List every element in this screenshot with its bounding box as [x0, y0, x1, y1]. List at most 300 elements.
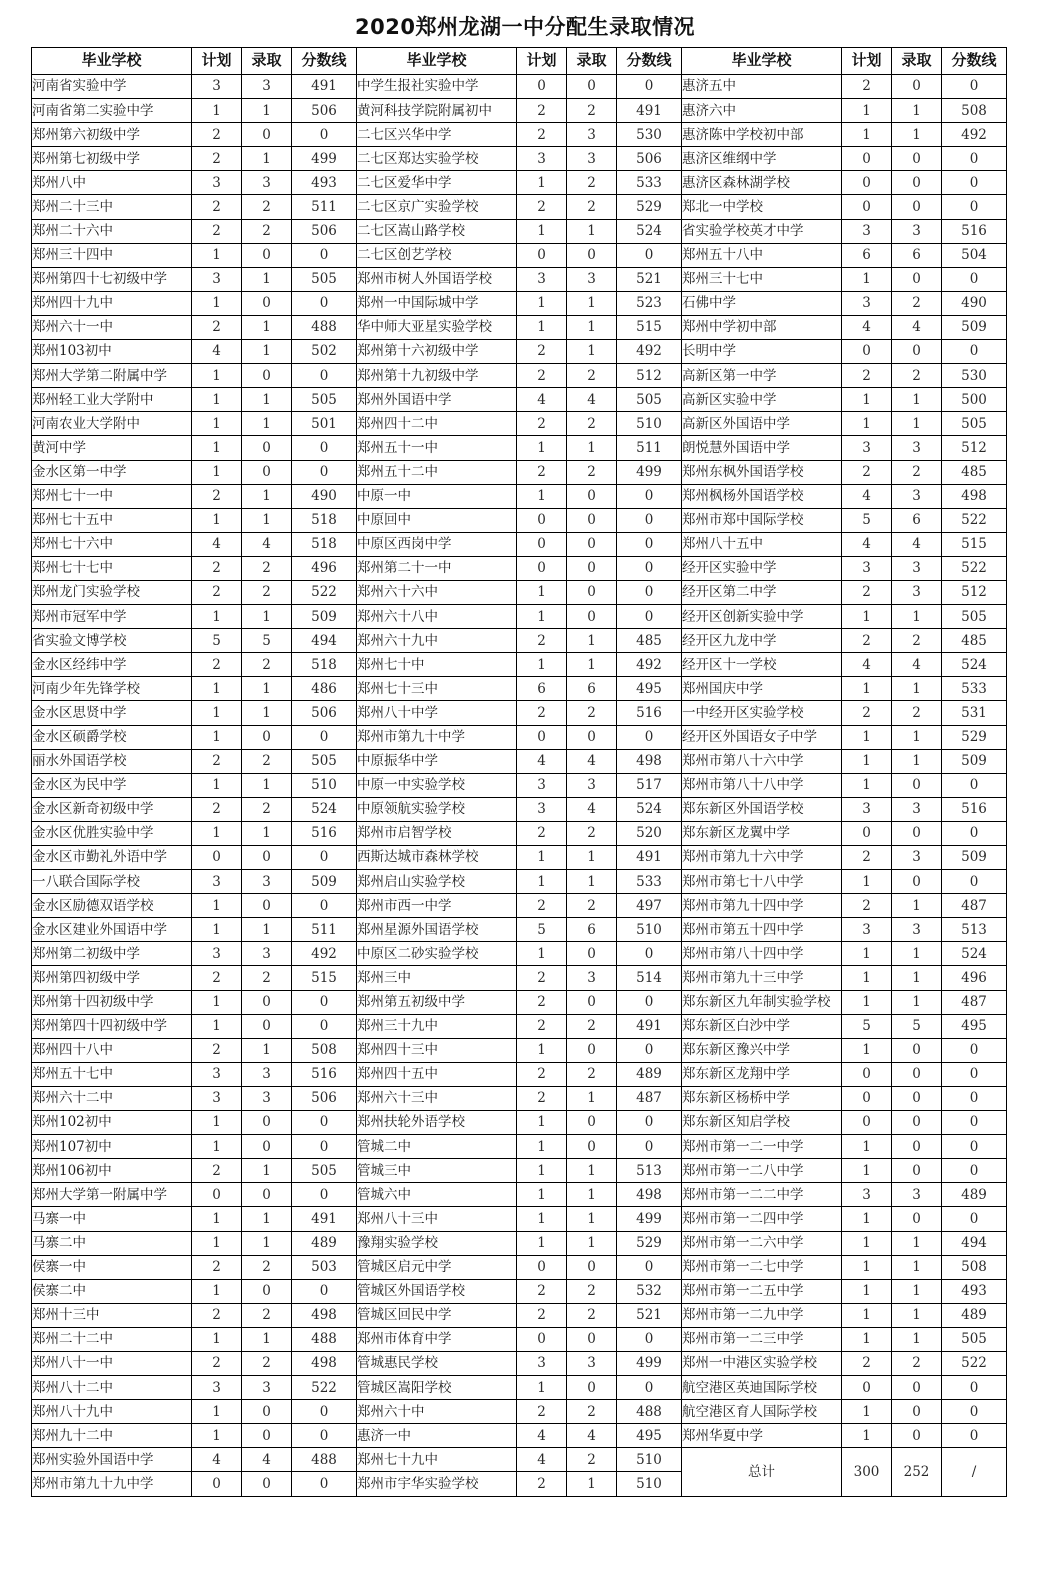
- header-plan-1: 计划: [192, 48, 242, 75]
- table-row: [32, 1255, 1007, 1279]
- plan-cell: 2: [517, 1400, 567, 1424]
- admit-cell: 2: [242, 219, 292, 243]
- school-cell: 郑州六十九中: [357, 629, 517, 653]
- school-cell: 一八联合国际学校: [32, 870, 192, 894]
- plan-cell: 1: [842, 1303, 892, 1327]
- header-cutoff-2: 分数线: [617, 48, 682, 75]
- school-cell: 郑州八十五中: [682, 532, 842, 556]
- school-cell: 郑州东枫外国语学校: [682, 460, 842, 484]
- school-cell: 二七区爱华中学: [357, 171, 517, 195]
- total-cutoff-cell: /: [942, 1448, 1007, 1496]
- cutoff-cell: 505: [292, 1159, 357, 1183]
- school-cell: 郑州轻工业大学附中: [32, 388, 192, 412]
- table-row: [32, 315, 1007, 339]
- admit-cell: 2: [242, 797, 292, 821]
- school-cell: 郑东新区龙翼中学: [682, 821, 842, 845]
- school-cell: 郑州大学第一附属中学: [32, 1183, 192, 1207]
- cutoff-cell: 505: [942, 412, 1007, 436]
- table-row: [32, 123, 1007, 147]
- table-row: [32, 1111, 1007, 1135]
- table-row: [32, 580, 1007, 604]
- admit-cell: 0: [892, 1135, 942, 1159]
- plan-cell: 0: [842, 1086, 892, 1110]
- school-cell: 郑州第五初级中学: [357, 990, 517, 1014]
- admit-cell: 0: [892, 1159, 942, 1183]
- plan-cell: 2: [192, 749, 242, 773]
- school-cell: 一中经开区实验学校: [682, 701, 842, 725]
- plan-cell: 2: [517, 1279, 567, 1303]
- plan-cell: 2: [842, 75, 892, 99]
- cutoff-cell: 0: [942, 1159, 1007, 1183]
- admit-cell: 1: [242, 147, 292, 171]
- plan-cell: 1: [842, 1424, 892, 1448]
- plan-cell: 3: [842, 1183, 892, 1207]
- plan-cell: 2: [842, 846, 892, 870]
- school-cell: 郑州市第九十三中学: [682, 966, 842, 990]
- plan-cell: 4: [842, 315, 892, 339]
- admit-cell: 1: [242, 1207, 292, 1231]
- table-row: [32, 75, 1007, 99]
- plan-cell: 1: [842, 267, 892, 291]
- admit-cell: 0: [242, 123, 292, 147]
- school-cell: 郑州一中国际城中学: [357, 291, 517, 315]
- cutoff-cell: 491: [617, 1014, 682, 1038]
- school-cell: 郑州六十中: [357, 1400, 517, 1424]
- admit-cell: 4: [892, 315, 942, 339]
- plan-cell: 3: [842, 918, 892, 942]
- cutoff-cell: 498: [292, 1303, 357, 1327]
- admit-cell: 3: [892, 918, 942, 942]
- admit-cell: 2: [567, 1014, 617, 1038]
- admit-cell: 3: [567, 966, 617, 990]
- admit-cell: 5: [892, 1014, 942, 1038]
- plan-cell: 2: [517, 1062, 567, 1086]
- school-cell: 郑州七十五中: [32, 508, 192, 532]
- header-school-3: 毕业学校: [682, 48, 842, 75]
- admit-cell: 0: [892, 1207, 942, 1231]
- school-cell: 中原振华中学: [357, 749, 517, 773]
- school-cell: 郑州星源外国语学校: [357, 918, 517, 942]
- plan-cell: 2: [517, 99, 567, 123]
- admit-cell: 2: [892, 291, 942, 315]
- admit-cell: 2: [567, 412, 617, 436]
- admission-table: [31, 47, 1007, 1497]
- table-row: [32, 846, 1007, 870]
- cutoff-cell: 524: [617, 219, 682, 243]
- admit-cell: 3: [242, 1376, 292, 1400]
- cutoff-cell: 494: [942, 1231, 1007, 1255]
- cutoff-cell: 0: [617, 1376, 682, 1400]
- cutoff-cell: 0: [292, 1400, 357, 1424]
- cutoff-cell: 508: [942, 99, 1007, 123]
- plan-cell: 1: [842, 1327, 892, 1351]
- school-cell: 中原区西岗中学: [357, 532, 517, 556]
- school-cell: 郑州扶轮外语学校: [357, 1111, 517, 1135]
- school-cell: 郑州八十一中: [32, 1351, 192, 1375]
- plan-cell: 1: [842, 1255, 892, 1279]
- cutoff-cell: 488: [292, 315, 357, 339]
- cutoff-cell: 490: [292, 484, 357, 508]
- admit-cell: 0: [242, 990, 292, 1014]
- school-cell: 省实验文博学校: [32, 629, 192, 653]
- school-cell: 郑州华夏中学: [682, 1424, 842, 1448]
- plan-cell: 2: [517, 364, 567, 388]
- cutoff-cell: 524: [942, 653, 1007, 677]
- school-cell: 中原一中实验学校: [357, 773, 517, 797]
- cutoff-cell: 0: [617, 580, 682, 604]
- admit-cell: 2: [892, 1351, 942, 1375]
- cutoff-cell: 492: [292, 942, 357, 966]
- admit-cell: 1: [892, 1279, 942, 1303]
- cutoff-cell: 513: [617, 1159, 682, 1183]
- plan-cell: 3: [517, 797, 567, 821]
- cutoff-cell: 524: [292, 797, 357, 821]
- plan-cell: 1: [842, 412, 892, 436]
- plan-cell: 1: [517, 1183, 567, 1207]
- school-cell: 郑州市第七十八中学: [682, 870, 842, 894]
- plan-cell: 3: [517, 147, 567, 171]
- school-cell: 丽水外国语学校: [32, 749, 192, 773]
- admit-cell: 3: [892, 1183, 942, 1207]
- plan-cell: 1: [842, 1207, 892, 1231]
- plan-cell: 1: [192, 990, 242, 1014]
- cutoff-cell: 518: [292, 653, 357, 677]
- cutoff-cell: 516: [942, 219, 1007, 243]
- admit-cell: 0: [567, 508, 617, 532]
- plan-cell: 1: [517, 1038, 567, 1062]
- admit-cell: 0: [242, 894, 292, 918]
- plan-cell: 1: [842, 870, 892, 894]
- cutoff-cell: 0: [617, 1135, 682, 1159]
- school-cell: 郑州107初中: [32, 1135, 192, 1159]
- table-row: [32, 1159, 1007, 1183]
- school-cell: 郑州四十三中: [357, 1038, 517, 1062]
- cutoff-cell: 506: [292, 219, 357, 243]
- school-cell: 经开区九龙中学: [682, 629, 842, 653]
- plan-cell: 2: [517, 990, 567, 1014]
- plan-cell: 2: [842, 1351, 892, 1375]
- table-row: [32, 243, 1007, 267]
- school-cell: 郑州启山实验学校: [357, 870, 517, 894]
- admit-cell: 1: [242, 267, 292, 291]
- cutoff-cell: 530: [942, 364, 1007, 388]
- admit-cell: 1: [892, 99, 942, 123]
- plan-cell: 1: [192, 1207, 242, 1231]
- cutoff-cell: 532: [617, 1279, 682, 1303]
- plan-cell: 1: [842, 605, 892, 629]
- admit-cell: 5: [242, 629, 292, 653]
- plan-cell: 4: [517, 749, 567, 773]
- admit-cell: 1: [892, 388, 942, 412]
- school-cell: 郑州六十八中: [357, 605, 517, 629]
- school-cell: 郑州六十二中: [32, 1086, 192, 1110]
- plan-cell: 0: [192, 1472, 242, 1496]
- school-cell: 郑州七十六中: [32, 532, 192, 556]
- header-plan-2: 计划: [517, 48, 567, 75]
- school-cell: 郑州市第一二五中学: [682, 1279, 842, 1303]
- cutoff-cell: 509: [292, 870, 357, 894]
- cutoff-cell: 499: [617, 1207, 682, 1231]
- cutoff-cell: 502: [292, 340, 357, 364]
- plan-cell: 1: [192, 1014, 242, 1038]
- admit-cell: 1: [242, 340, 292, 364]
- cutoff-cell: 496: [292, 556, 357, 580]
- cutoff-cell: 509: [942, 846, 1007, 870]
- school-cell: 郑州市第九十九中学: [32, 1472, 192, 1496]
- school-cell: 郑州三十四中: [32, 243, 192, 267]
- plan-cell: 1: [517, 653, 567, 677]
- school-cell: 郑州七十七中: [32, 556, 192, 580]
- school-cell: 河南省实验中学: [32, 75, 192, 99]
- admit-cell: 0: [242, 460, 292, 484]
- school-cell: 中原回中: [357, 508, 517, 532]
- admit-cell: 1: [892, 990, 942, 1014]
- admit-cell: 2: [892, 629, 942, 653]
- cutoff-cell: 487: [942, 894, 1007, 918]
- plan-cell: 2: [517, 1086, 567, 1110]
- school-cell: 郑东新区杨桥中学: [682, 1086, 842, 1110]
- plan-cell: 1: [517, 484, 567, 508]
- cutoff-cell: 522: [942, 1351, 1007, 1375]
- admit-cell: 3: [567, 1351, 617, 1375]
- admit-cell: 0: [892, 1062, 942, 1086]
- admit-cell: 1: [892, 725, 942, 749]
- plan-cell: 2: [517, 460, 567, 484]
- plan-cell: 3: [842, 291, 892, 315]
- school-cell: 郑州六十六中: [357, 580, 517, 604]
- cutoff-cell: 513: [942, 918, 1007, 942]
- admit-cell: 3: [892, 556, 942, 580]
- plan-cell: 0: [842, 340, 892, 364]
- admit-cell: 0: [892, 1111, 942, 1135]
- school-cell: 郑州市冠军中学: [32, 605, 192, 629]
- cutoff-cell: 489: [292, 1231, 357, 1255]
- plan-cell: 1: [842, 749, 892, 773]
- cutoff-cell: 0: [617, 1327, 682, 1351]
- cutoff-cell: 505: [292, 388, 357, 412]
- cutoff-cell: 510: [617, 918, 682, 942]
- plan-cell: 2: [192, 123, 242, 147]
- admit-cell: 1: [567, 436, 617, 460]
- plan-cell: 1: [842, 99, 892, 123]
- cutoff-cell: 508: [292, 1038, 357, 1062]
- table-row: [32, 460, 1007, 484]
- admit-cell: 0: [892, 1400, 942, 1424]
- admit-cell: 1: [242, 508, 292, 532]
- cutoff-cell: 521: [617, 1303, 682, 1327]
- plan-cell: 2: [842, 701, 892, 725]
- cutoff-cell: 0: [942, 1086, 1007, 1110]
- school-cell: 郑州市第一二八中学: [682, 1159, 842, 1183]
- admit-cell: 3: [242, 75, 292, 99]
- table-row: [32, 797, 1007, 821]
- admit-cell: 1: [242, 99, 292, 123]
- cutoff-cell: 531: [942, 701, 1007, 725]
- admit-cell: 1: [892, 966, 942, 990]
- table-row: [32, 990, 1007, 1014]
- cutoff-cell: 0: [942, 1207, 1007, 1231]
- admit-cell: 3: [892, 484, 942, 508]
- school-cell: 石佛中学: [682, 291, 842, 315]
- admit-cell: 0: [892, 1086, 942, 1110]
- cutoff-cell: 485: [942, 460, 1007, 484]
- plan-cell: 2: [842, 460, 892, 484]
- cutoff-cell: 506: [617, 147, 682, 171]
- plan-cell: 1: [842, 1279, 892, 1303]
- admit-cell: 1: [892, 894, 942, 918]
- cutoff-cell: 0: [617, 1111, 682, 1135]
- plan-cell: 1: [842, 1159, 892, 1183]
- table-row: [32, 364, 1007, 388]
- school-cell: 郑州四十八中: [32, 1038, 192, 1062]
- plan-cell: 0: [842, 171, 892, 195]
- school-cell: 惠济五中: [682, 75, 842, 99]
- plan-cell: 1: [192, 1424, 242, 1448]
- cutoff-cell: 512: [942, 436, 1007, 460]
- cutoff-cell: 506: [292, 701, 357, 725]
- school-cell: 管城区嵩阳学校: [357, 1376, 517, 1400]
- admit-cell: 3: [892, 797, 942, 821]
- table-row: [32, 388, 1007, 412]
- school-cell: 管城六中: [357, 1183, 517, 1207]
- plan-cell: 2: [192, 195, 242, 219]
- cutoff-cell: 508: [942, 1255, 1007, 1279]
- admit-cell: 0: [892, 195, 942, 219]
- plan-cell: 3: [842, 797, 892, 821]
- admit-cell: 0: [892, 773, 942, 797]
- admit-cell: 0: [892, 1038, 942, 1062]
- plan-cell: 1: [842, 388, 892, 412]
- admit-cell: 1: [892, 1231, 942, 1255]
- admit-cell: 1: [567, 1183, 617, 1207]
- school-cell: 郑州七十中: [357, 653, 517, 677]
- plan-cell: 2: [192, 966, 242, 990]
- cutoff-cell: 0: [942, 195, 1007, 219]
- table-row: [32, 1135, 1007, 1159]
- cutoff-cell: 524: [942, 942, 1007, 966]
- plan-cell: 1: [192, 99, 242, 123]
- plan-cell: 4: [517, 1448, 567, 1472]
- admit-cell: 2: [567, 1062, 617, 1086]
- school-cell: 郑州市第八十八中学: [682, 773, 842, 797]
- cutoff-cell: 515: [942, 532, 1007, 556]
- header-plan-3: 计划: [842, 48, 892, 75]
- plan-cell: 5: [517, 918, 567, 942]
- plan-cell: 1: [842, 123, 892, 147]
- school-cell: 金水区第一中学: [32, 460, 192, 484]
- admit-cell: 3: [242, 1062, 292, 1086]
- school-cell: 郑州五十二中: [357, 460, 517, 484]
- school-cell: 郑州八十九中: [32, 1400, 192, 1424]
- table-row: [32, 942, 1007, 966]
- cutoff-cell: 520: [617, 821, 682, 845]
- school-cell: 郑州市第一二七中学: [682, 1255, 842, 1279]
- cutoff-cell: 516: [617, 701, 682, 725]
- plan-cell: 1: [192, 605, 242, 629]
- plan-cell: 0: [192, 1183, 242, 1207]
- table-row: [32, 821, 1007, 845]
- school-cell: 郑州龙门实验学校: [32, 580, 192, 604]
- plan-cell: 2: [192, 1255, 242, 1279]
- school-cell: 郑州九十二中: [32, 1424, 192, 1448]
- admit-cell: 1: [567, 291, 617, 315]
- plan-cell: 2: [517, 821, 567, 845]
- cutoff-cell: 533: [617, 870, 682, 894]
- admit-cell: 6: [892, 508, 942, 532]
- plan-cell: 1: [517, 1231, 567, 1255]
- cutoff-cell: 488: [617, 1400, 682, 1424]
- admit-cell: 2: [242, 1351, 292, 1375]
- admit-cell: 4: [567, 388, 617, 412]
- school-cell: 黄河科技学院附属初中: [357, 99, 517, 123]
- school-cell: 经开区外国语女子中学: [682, 725, 842, 749]
- school-cell: 郑州第十六初级中学: [357, 340, 517, 364]
- table-row: [32, 340, 1007, 364]
- plan-cell: 1: [842, 942, 892, 966]
- school-cell: 郑东新区白沙中学: [682, 1014, 842, 1038]
- admit-cell: 0: [567, 605, 617, 629]
- plan-cell: 4: [192, 1448, 242, 1472]
- admit-cell: 2: [242, 1255, 292, 1279]
- plan-cell: 1: [192, 773, 242, 797]
- school-cell: 郑州四十二中: [357, 412, 517, 436]
- school-cell: 郑州三中: [357, 966, 517, 990]
- admit-cell: 2: [567, 460, 617, 484]
- cutoff-cell: 517: [617, 773, 682, 797]
- school-cell: 惠济区森林湖学校: [682, 171, 842, 195]
- plan-cell: 6: [842, 243, 892, 267]
- cutoff-cell: 487: [942, 990, 1007, 1014]
- cutoff-cell: 501: [292, 412, 357, 436]
- plan-cell: 5: [842, 508, 892, 532]
- school-cell: 惠济一中: [357, 1424, 517, 1448]
- school-cell: 郑州市树人外国语学校: [357, 267, 517, 291]
- school-cell: 中学生报社实验中学: [357, 75, 517, 99]
- school-cell: 金水区硕爵学校: [32, 725, 192, 749]
- cutoff-cell: 503: [292, 1255, 357, 1279]
- school-cell: 郑东新区外国语学校: [682, 797, 842, 821]
- cutoff-cell: 491: [617, 846, 682, 870]
- admit-cell: 2: [567, 99, 617, 123]
- admit-cell: 2: [567, 1448, 617, 1472]
- school-cell: 郑州第二十一中: [357, 556, 517, 580]
- admit-cell: 0: [242, 1472, 292, 1496]
- table-row: [32, 1086, 1007, 1110]
- plan-cell: 4: [517, 1424, 567, 1448]
- cutoff-cell: 485: [617, 629, 682, 653]
- table-row: [32, 894, 1007, 918]
- admit-cell: 1: [892, 1255, 942, 1279]
- cutoff-cell: 0: [942, 147, 1007, 171]
- plan-cell: 2: [192, 1038, 242, 1062]
- table-row: [32, 1351, 1007, 1375]
- school-cell: 郑州七十三中: [357, 677, 517, 701]
- admit-cell: 2: [242, 195, 292, 219]
- cutoff-cell: 511: [617, 436, 682, 460]
- header-row: [32, 48, 1007, 75]
- school-cell: 马寨二中: [32, 1231, 192, 1255]
- admit-cell: 3: [892, 580, 942, 604]
- plan-cell: 3: [517, 1351, 567, 1375]
- cutoff-cell: 493: [292, 171, 357, 195]
- school-cell: 郑州六十三中: [357, 1086, 517, 1110]
- cutoff-cell: 498: [292, 1351, 357, 1375]
- school-cell: 侯寨一中: [32, 1255, 192, 1279]
- table-row: [32, 653, 1007, 677]
- cutoff-cell: 0: [292, 725, 357, 749]
- plan-cell: 3: [192, 171, 242, 195]
- school-cell: 郑州102初中: [32, 1111, 192, 1135]
